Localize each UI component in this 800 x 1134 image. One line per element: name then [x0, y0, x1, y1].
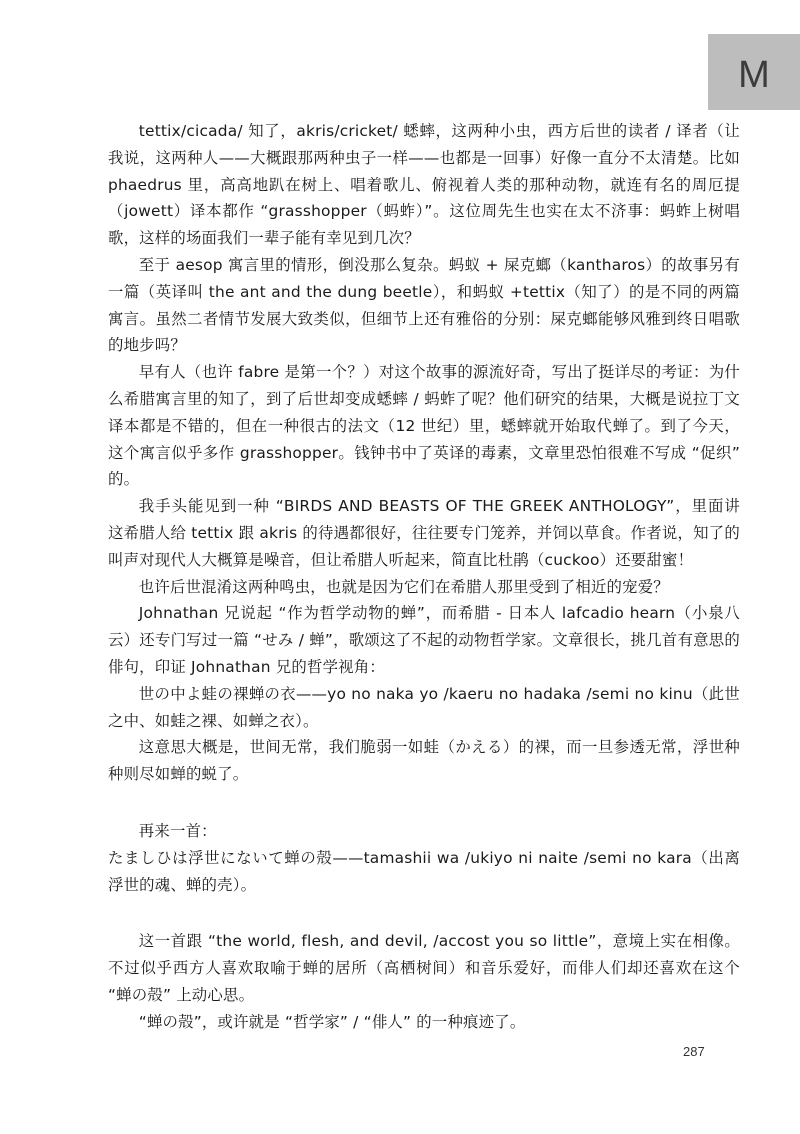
- section-gap: [108, 898, 740, 928]
- paragraph: 我手头能见到一种 “BIRDS AND BEASTS OF THE GREEK ANTHOLOGY”，里面讲这希腊人给 tettix 跟 akris 的待遇都很好，往往要专门笼养，并饲以草食。作者说，知了的叫声对现代人大概算是噪音，但让希腊人听起来，简直比杜鹃（cuckoo）还要甜蜜！: [108, 497, 740, 569]
- haiku-quote: たましひは浮世にないて蝉の殻——tamashii wa /ukiyo ni naite /semi no kara（出离浮世的魂、蝉的壳）。: [108, 848, 740, 894]
- section-gap: [108, 788, 740, 818]
- paragraph: 再来一首：: [138, 821, 217, 840]
- paragraph: 也许后世混淆这两种鸣虫，也就是因为它们在希腊人那里受到了相近的宠爱？: [138, 577, 669, 596]
- section-tab-letter: M: [738, 53, 770, 96]
- paragraph: “蝉の殻”，或许就是 “哲学家” / “俳人” 的一种痕迹了。: [138, 1012, 526, 1031]
- paragraph: 至于 aesop 寓言里的情形，倒没那么复杂。蚂蚁 + 屎克螂（kantharos）的故事另有一篇（英译叫 the ant and the dung beetle），和蚂蚁 +tettix（知了）的是不同的两篇寓言。虽然二者情节发展大致类似，但细节上还有雅俗的分别：屎克螂能够风雅到终日唱歌的地步吗？: [108, 255, 740, 355]
- body-text: [108, 118, 740, 1036]
- haiku-quote: 世の中よ蛙の裸蝉の衣——yo no naka yo /kaeru no hadaka /semi no kinu（此世之中、如蛙之裸、如蝉之衣）。: [108, 684, 740, 730]
- paragraph: 这意思大概是，世间无常，我们脆弱一如蛙（かえる）的裸，而一旦参透无常，浮世种种则尽如蝉的蜕了。: [108, 738, 740, 784]
- paragraph: 早有人（也许 fabre 是第一个？）对这个故事的源流好奇，写出了挺详尽的考证：为什么希腊寓言里的知了，到了后世却变成蟋蟀 / 蚂蚱了呢？他们研究的结果，大概是说拉丁文译本都是不错的，但在一种很古的法文（12 世纪）里，蟋蟀就开始取代蝉了。到了今天，这个寓言似乎多作 grasshopper。钱钟书中了英译的毒素，文章里恐怕很难不写成 “促织” 的。: [108, 363, 740, 489]
- section-tab: [708, 34, 800, 110]
- paragraph: 这一首跟 “the world, flesh, and devil, /accost you so little”，意境上实在相像。不过似乎西方人喜欢取喻于蝉的居所（高栖树间）和音乐爱好，而俳人们却还喜欢在这个 “蝉の殻” 上动心思。: [108, 932, 740, 1004]
- page-number: 287: [683, 1044, 705, 1059]
- paragraph: Johnathan 兄说起 “作为哲学动物的蝉”，而希腊 - 日本人 lafcadio hearn（小泉八云）还专门写过一篇 “せみ / 蝉”，歌颂这了不起的动物哲学家。文章很长，挑几首有意思的俳句，印证 Johnathan 兄的哲学视角：: [108, 604, 740, 676]
- paragraph: tettix/cicada/ 知了，akris/cricket/ 蟋蟀，这两种小虫，西方后世的读者 / 译者（让我说，这两种人——大概跟那两种虫子一样——也都是一回事）好像一直分不太清楚。比如 phaedrus 里，高高地趴在树上、唱着歌儿、俯视着人类的那种动物，就连有名的周厄提（jowett）译本都作 “grasshopper（蚂蚱）”。这位周先生也实在太不济事：蚂蚱上树唱歌，这样的场面我们一辈子能有幸见到几次？: [108, 122, 740, 248]
